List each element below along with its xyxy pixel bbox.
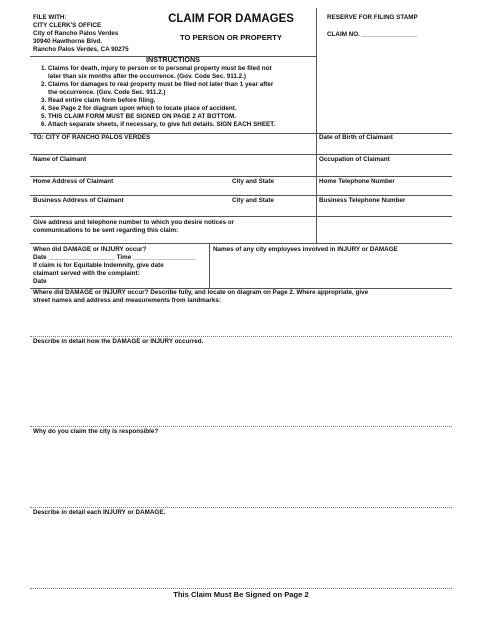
instruction-line-2: later than six months after the occurrence. (Gov. Code Sec. 911.2.) — [41, 73, 246, 80]
row-rule-4 — [30, 216, 452, 217]
city-employees-field[interactable]: Names of any city employees involved in INJURY or DAMAGE — [213, 246, 398, 253]
footer-note: This Claim Must Be Signed on Page 2 — [173, 590, 309, 599]
home-phone-field[interactable]: Home Telephone Number — [319, 178, 395, 185]
served-date-field[interactable]: Date — [33, 278, 47, 285]
when-where-divider — [209, 243, 210, 288]
file-with-line-4: Rancho Palos Verdes, CA 90275 — [33, 46, 129, 53]
file-with-line-1: CITY CLERK'S OFFICE — [33, 22, 102, 29]
business-phone-field[interactable]: Business Telephone Number — [319, 197, 406, 204]
notice-address-field[interactable]: Give address and telephone number to which you desire notices or communications to be sent regarding this claim: — [33, 219, 235, 234]
describe-injury-field[interactable]: Describe in detail each INJURY or DAMAGE. — [33, 509, 166, 516]
claimant-name-field[interactable]: Name of Claimant — [33, 156, 87, 163]
footer-divider — [30, 588, 452, 589]
when-occurred-label: When did DAMAGE or INJURY occur? — [33, 246, 147, 253]
row-rule-1 — [30, 154, 452, 155]
instruction-line-4: the occurrence. (Gov. Code Sec. 911.2.) — [41, 89, 166, 96]
section-divider-1 — [30, 336, 452, 337]
occupation-field[interactable]: Occupation of Claimant — [319, 156, 390, 163]
section-divider-2 — [30, 426, 452, 427]
date-time-field[interactable]: Date ___________________ Time __________________ — [33, 254, 197, 261]
instruction-line-7: 5. THIS CLAIM FORM MUST BE SIGNED ON PAGE 2 AT BOTTOM. — [41, 113, 236, 120]
instruction-line-8: 6. Attach separate sheets, if necessary, to give full details. SIGN EACH SHEET. — [41, 121, 276, 128]
why-responsible-field[interactable]: Why do you claim the city is responsible? — [33, 428, 159, 435]
equitable-indemnity-label: If claim is for Equitable Indemnity, give date claimant served with the complaint: — [33, 262, 164, 277]
file-with-line-3: 30940 Hawthorne Blvd. — [33, 38, 102, 45]
instructions-heading: INSTRUCTIONS — [146, 55, 200, 64]
row-rule-3 — [30, 195, 452, 196]
home-city-state-field[interactable]: City and State — [232, 178, 274, 185]
filing-stamp-label: RESERVE FOR FILING STAMP — [327, 14, 418, 21]
form-subtitle: TO PERSON OR PROPERTY — [180, 33, 282, 42]
instruction-line-6: 4. See Page 2 for diagram upon which to locate place of accident. — [41, 105, 237, 112]
instruction-line-5: 3. Read entire claim form before filing. — [41, 97, 156, 104]
dob-field[interactable]: Date of Birth of Claimant — [319, 134, 393, 141]
to-city-label: TO: CITY OF RANCHO PALOS VERDES — [33, 134, 151, 141]
file-with-line-2: City of Rancho Palos Verdes — [33, 30, 119, 37]
instruction-line-3: 2. Claims for damages to real property must be filed not later than 1 year after — [41, 81, 274, 88]
section-divider-3 — [30, 507, 452, 508]
row-rule-2 — [30, 176, 452, 177]
describe-how-field[interactable]: Describe in detail how the DAMAGE or INJURY occurred. — [33, 338, 204, 345]
business-address-field[interactable]: Business Address of Claimant — [33, 197, 124, 204]
instruction-line-1: 1. Claims for death, injury to person or to personal property must be filed not — [41, 65, 272, 72]
where-occurred-field[interactable]: Where did DAMAGE or INJURY occur? Describe fully, and locate on diagram on Page 2. Where appropriate, give street names and address and measurements from landmarks: — [33, 289, 369, 304]
form-title: CLAIM FOR DAMAGES — [168, 13, 294, 25]
claim-number-field[interactable]: CLAIM NO. ________________ — [327, 31, 418, 38]
stamp-box-divider — [316, 8, 317, 134]
right-column-divider — [316, 133, 317, 243]
business-city-state-field[interactable]: City and State — [232, 197, 274, 204]
home-address-field[interactable]: Home Address of Claimant — [33, 178, 114, 185]
file-with-heading: FILE WITH: — [33, 14, 67, 21]
row-rule-5 — [30, 243, 452, 244]
